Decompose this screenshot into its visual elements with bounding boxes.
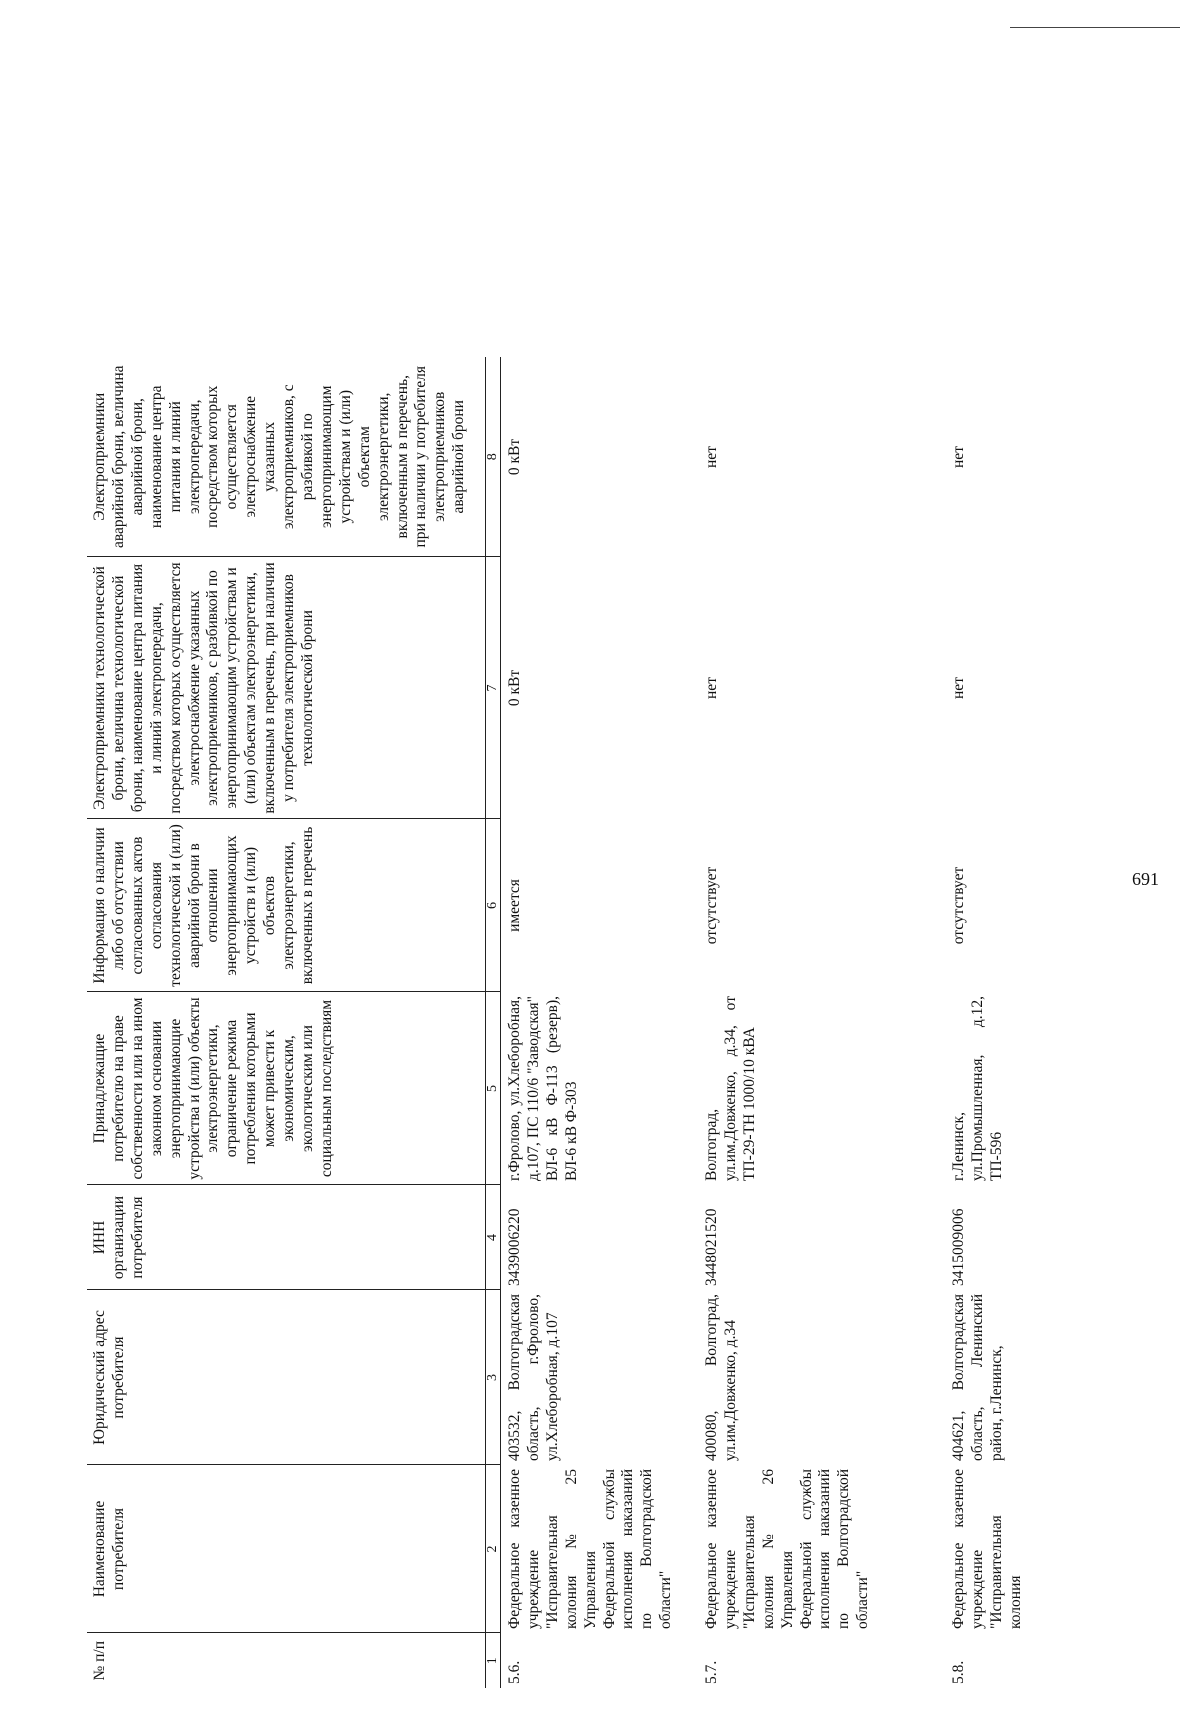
header-devices: Принадлежащие потребителю на праве собственности или на ином законном основании энергопринимающие устройства и (или) объекты электроэнергетики, ограничение режима потребления которыми может привести к экономическим, экологическим или социальным последствиям — [87, 992, 486, 1185]
header-tech-reserve: Электроприемники технологической брони, величина технологической брони, наименование центра питания и линий электропередачи, посредством которых осуществляется электроснабжение указанных электроприемников, с разбивкой по энергопринимающим устройствам и (или) объектам электроэнергетики, включенным в перечень, при наличии у потребителя электроприемников технологической брони — [87, 557, 486, 819]
column-number: 1 — [486, 1633, 501, 1688]
inn-value: 3448021520 — [703, 1208, 720, 1286]
legal-address: 403532, Волгоградская область, г.Фролово, ул.Хлеборобная, д.107 — [506, 1294, 561, 1461]
emergency-reserve-value: нет — [703, 446, 720, 468]
devices-value: Волгоград, ул.им.Довженко, д.34, от ТП-29-ТН 1000/10 кВА — [703, 996, 758, 1181]
devices-value: г.Ленинск, ул.Промышленная, д.12, ТП-596 — [950, 996, 1005, 1181]
emergency-reserve-value: 0 кВт — [506, 438, 523, 476]
column-number: 3 — [486, 1290, 501, 1465]
column-number: 6 — [486, 819, 501, 992]
tech-reserve-value: нет — [703, 677, 720, 699]
legal-address: 404621, Волгоградская область, Ленинский район, г.Ленинск, — [950, 1294, 1005, 1461]
column-number: 8 — [486, 357, 501, 557]
tech-reserve-value: 0 кВт — [506, 669, 523, 707]
header-row — [87, 357, 486, 1688]
table-row — [945, 357, 1072, 1688]
row-number: 5.8. — [950, 1660, 967, 1684]
header-num: № п/п — [91, 1640, 108, 1681]
tech-reserve-value: нет — [950, 677, 967, 699]
acts-info-value: отсутствует — [950, 866, 967, 945]
table-row — [501, 357, 699, 1688]
column-number-row — [486, 357, 501, 1688]
page-number: 691 — [1132, 869, 1159, 889]
column-number: 5 — [486, 992, 501, 1185]
column-number: 4 — [486, 1185, 501, 1290]
acts-info-value: имеется — [506, 879, 523, 932]
consumer-name: Федеральное казенное учреждение "Исправительная колония № 26 Управления Федеральной службы исполнения наказаний по Волгоградской области" — [703, 1469, 872, 1629]
row-number: 5.6. — [506, 1660, 523, 1684]
header-inn: ИНН организации потребителя — [87, 1185, 486, 1290]
header-acts-info: Информация о наличии либо об отсутствии согласованных актов согласования технологической и (или) аварийной брони в отношении энергопринимающих устройств и (или) объектов электроэнергетики, включенных в перечень — [87, 819, 486, 992]
column-number: 7 — [486, 557, 501, 819]
consumer-name: Федеральное казенное учреждение "Исправительная колония — [950, 1469, 1024, 1629]
row-number: 5.7. — [703, 1660, 720, 1684]
header-emergency-reserve: Электроприемники аварийной брони, величина аварийной брони, наименование центра питания и линий электропередачи, посредством которых осуществляется электроснабжение указанных электроприемников, с разбивкой по энергопринимающим устройствам и (или) объектам электроэнергетики, включенным в перечень, при наличии у потребителя электроприемников аварийной брони — [87, 357, 486, 557]
acts-info-value: отсутствует — [703, 866, 720, 945]
header-address: Юридический адрес потребителя — [87, 1290, 486, 1465]
devices-value: г.Фролово, ул.Хлеборобная, д.107, ПС 110/6 "Заводская" ВЛ-6 кВ Ф-113 (резерв), ВЛ-6 кВ Ф-303 — [506, 996, 580, 1181]
emergency-reserve-value: нет — [950, 446, 967, 468]
consumers-table — [87, 357, 1072, 1688]
inn-value: 3415009006 — [950, 1208, 967, 1286]
scan-edge-line — [1010, 27, 1180, 28]
inn-value: 3439006220 — [506, 1208, 523, 1286]
column-number: 2 — [486, 1465, 501, 1633]
consumer-name: Федеральное казенное учреждение "Исправительная колония № 25 Управления Федеральной службы исполнения наказаний по Волгоградской области" — [506, 1469, 675, 1629]
legal-address: 400080, Волгоград, ул.им.Довженко, д.34 — [703, 1294, 739, 1461]
header-name: Наименование потребителя — [87, 1465, 486, 1633]
table-row — [698, 357, 945, 1688]
